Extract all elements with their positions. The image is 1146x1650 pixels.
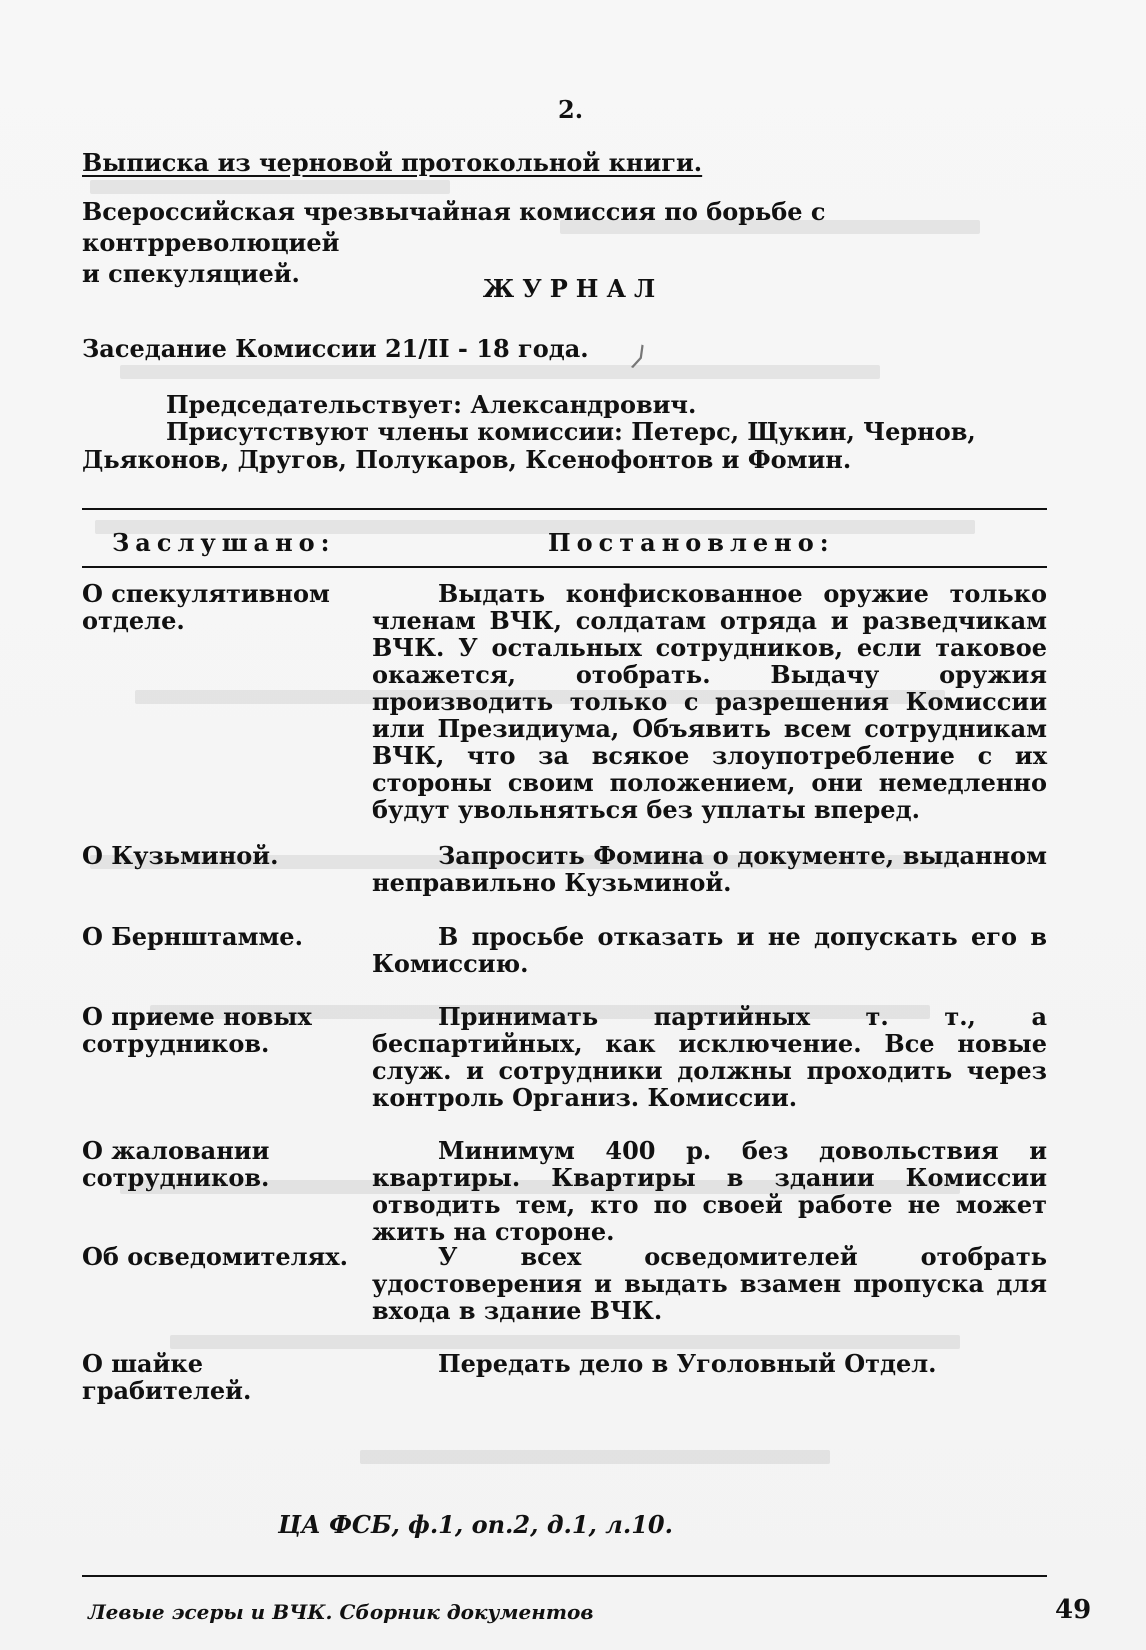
entry-decision-text: Передать дело в Уголовный Отдел. <box>438 1349 937 1378</box>
document-number: 2. <box>558 95 584 124</box>
entry-decision <box>372 1350 1047 1377</box>
entry-decision <box>372 1137 1047 1245</box>
decided-column-header: Постановлено: <box>548 528 835 557</box>
footer-divider <box>82 1575 1047 1577</box>
organization-line: Всероссийская чрезвычайная комиссия по борьбе с контрреволюцией <box>82 197 826 257</box>
entry-decision-text: В просьбе отказать и не допускать его в Комиссию. <box>372 922 1047 978</box>
pencil-mark-icon: ⟩ <box>627 339 652 374</box>
present-members <box>82 418 1062 474</box>
entry-subject: Об осведомителях. <box>82 1242 348 1271</box>
meeting-date: Заседание Комиссии 21/II - 18 года. <box>82 334 589 363</box>
journal-entry <box>82 923 1047 983</box>
entry-decision-text: Запросить Фомина о документе, выданном неправильно Кузьминой. <box>372 841 1047 897</box>
section-title: Выписка из черновой протокольной книги. <box>82 148 703 177</box>
entry-decision <box>372 923 1047 977</box>
entry-subject: О Бернштамме. <box>82 922 303 951</box>
journal-entry <box>82 1136 1047 1246</box>
entry-subject: О Кузьминой. <box>82 841 279 870</box>
archive-reference: ЦА ФСБ, ф.1, оп.2, д.1, л.10. <box>278 1510 673 1539</box>
top-divider <box>82 508 1047 510</box>
entry-decision-text: Минимум 400 р. без довольствия и квартиры. Квартиры в здании Комиссии отводить тем, кто по своей работе не может жить на стороне. <box>372 1136 1047 1246</box>
journal-entry <box>82 1003 1047 1113</box>
entry-decision <box>372 842 1047 896</box>
present-members-line: Дьяконов, Другов, Полукаров, Ксенофонтов и Фомин. <box>82 445 852 474</box>
entry-subject: О шайке грабителей. <box>82 1349 252 1405</box>
entry-decision <box>372 580 1047 823</box>
chairperson: Председательствует: Александрович. <box>166 390 697 419</box>
entry-subject: О спекулятивном отделе. <box>82 579 330 635</box>
entry-decision <box>372 1003 1047 1111</box>
entry-subject: О жаловании сотрудников. <box>82 1136 270 1192</box>
entry-subject: О приеме новых сотрудников. <box>82 1002 312 1058</box>
heard-column-header: Заслушано: <box>112 528 336 557</box>
journal-entry <box>82 842 1047 902</box>
organization-line: и спекуляцией. <box>82 259 300 288</box>
journal-entry <box>82 1349 1047 1405</box>
book-title: Левые эсеры и ВЧК. Сборник документов <box>88 1600 594 1624</box>
journal-entry <box>82 1243 1047 1328</box>
page-number: 49 <box>1055 1595 1092 1625</box>
entry-decision-text: Выдать конфискованное оружие только членам ВЧК, солдатам отряда и разведчикам ВЧК. У остальных сотрудников, если таковое окажется, отобрать. Выдачу оружия производить только с разрешения Комиссии или Президиума, Объявить всем сотрудникам ВЧК, что за всякое злоупотребление с их стороны своим положением, они немедленно будут увольняться без уплаты вперед. <box>372 579 1047 824</box>
entry-decision <box>372 1243 1047 1324</box>
entry-decision-text: Принимать партийных т. т., а беспартийных, как исключение. Все новые служ. и сотрудники должны проходить через контроль Организ. Комиссии. <box>372 1002 1047 1112</box>
present-members-line: Присутствуют члены комиссии: Петерс, Щукин, Чернов, <box>166 417 976 446</box>
header-divider <box>82 566 1047 568</box>
journal-entry <box>82 579 1047 824</box>
entry-decision-text: У всех осведомителей отобрать удостоверения и выдать взамен пропуска для входа в здание ВЧК. <box>372 1242 1047 1325</box>
journal-title: ЖУРНАЛ <box>482 274 664 303</box>
